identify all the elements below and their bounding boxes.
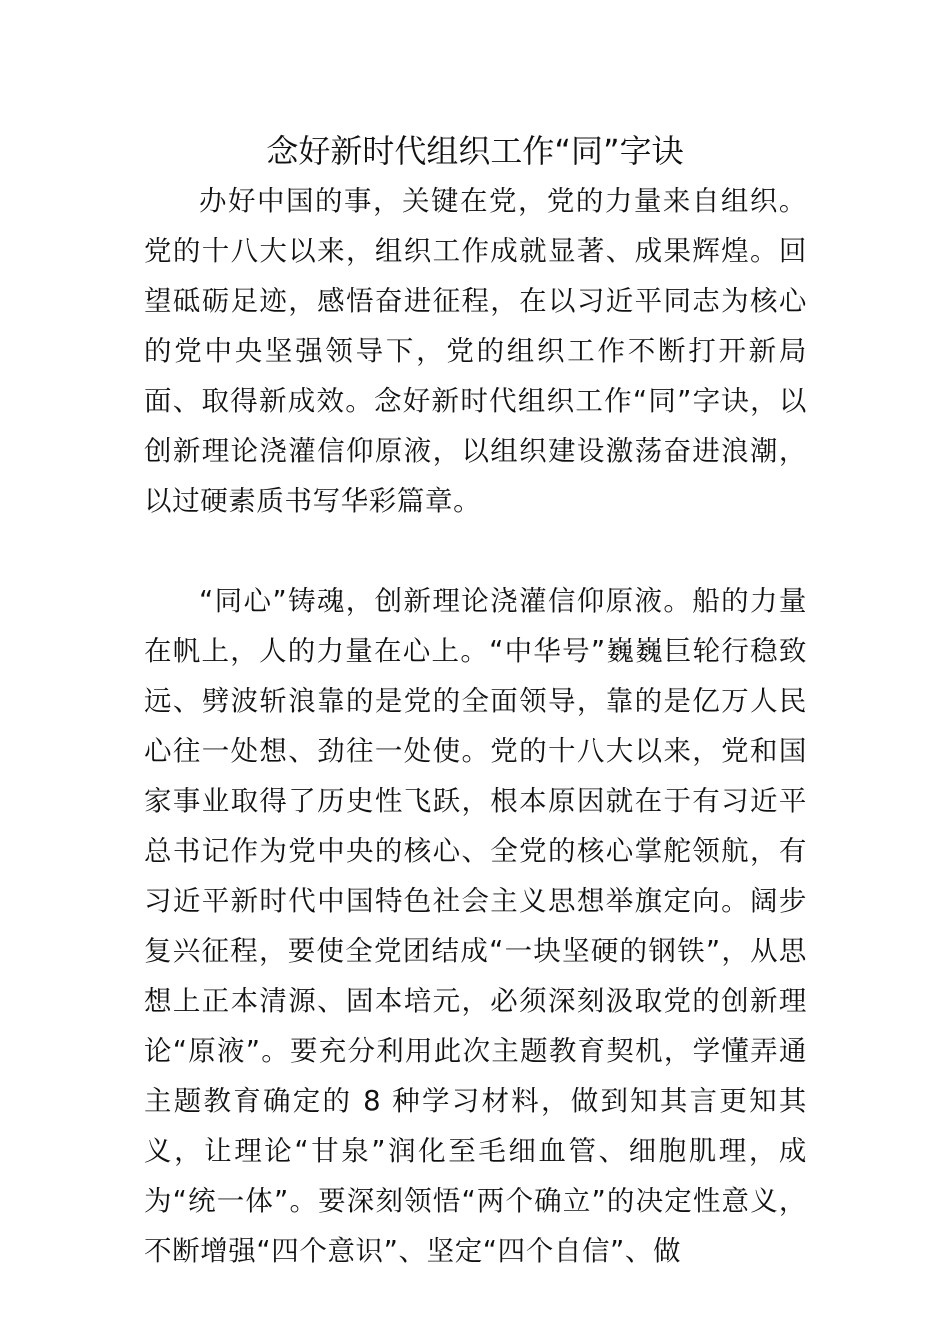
paragraph-tongxin: “同心”铸魂，创新理论浇灌信仰原液。船的力量在帆上，人的力量在心上。“中华号”巍巍巨轮行稳致远、劈波斩浪靠的是党的全面领导，靠的是亿万人民心往一处想、劲往一处使。党的十八大以来，党和国家事业取得了历史性飞跃，根本原因就在于有习近平总书记作为党中央的核心、全党的核心掌舵领航，有习近平新时代中国特色社会主义思想举旗定向。阔步复兴征程，要使全党团结成“一块坚硬的钢铁”，从思想上正本清源、固本培元，必须深刻汲取党的创新理论“原液”。要充分利用此次主题教育契机，学懂弄通主题教育确定的 8 种学习材料，做到知其言更知其义，让理论“甘泉”润化至毛细血管、细胞肌理，成为“统一体”。要深刻领悟“两个确立”的决定性意义，不断增强“四个意识”、坚定“四个自信”、做 <box>144 585 807 1267</box>
document-title: 念好新时代组织工作“同”字诀 <box>266 132 684 170</box>
paragraph-intro: 办好中国的事，关键在党，党的力量来自组织。党的十八大以来，组织工作成就显著、成果辉煌。回望砥砺足迹，感悟奋进征程，在以习近平同志为核心的党中央坚强领导下，党的组织工作不断打开新局面、取得新成效。念好新时代组织工作“同”字诀，以创新理论浇灌信仰原液，以组织建设激荡奋进浪潮，以过硬素质书写华彩篇章。 <box>144 185 807 517</box>
